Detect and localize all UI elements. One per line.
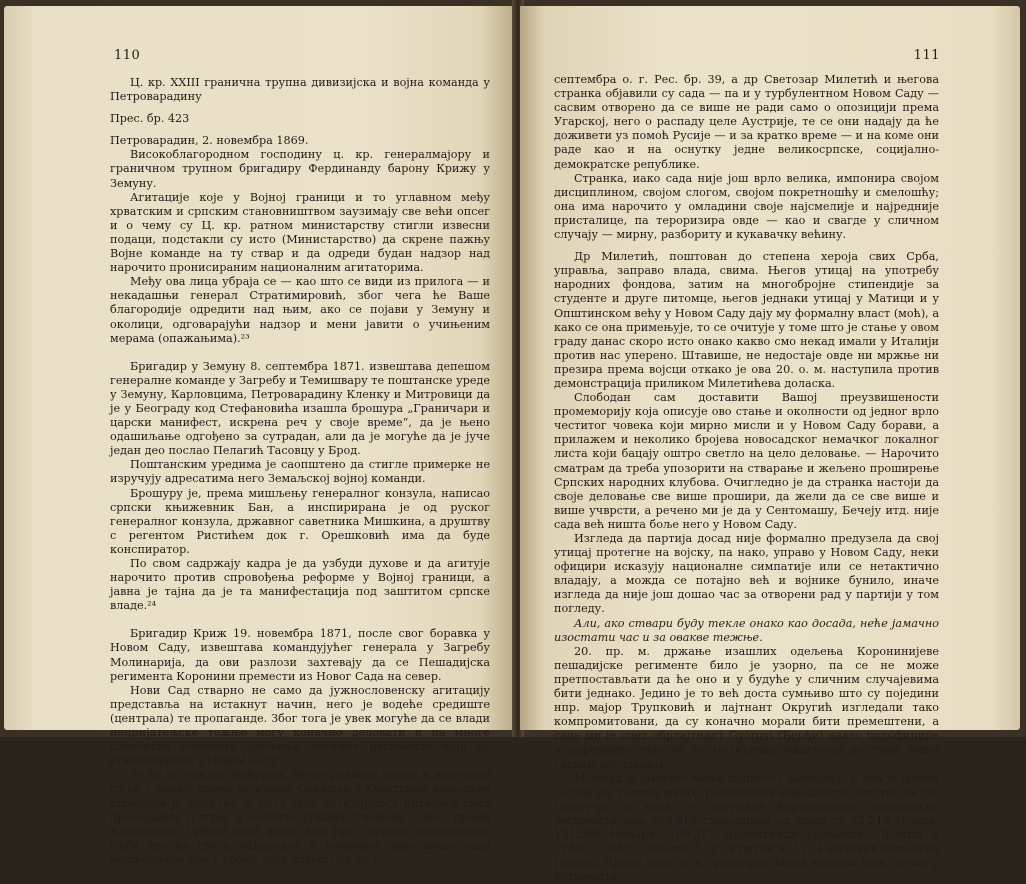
paragraph: Брошуру је, према мишљењу генералног конзула, написао српски књижевник Бан, а инспирирана је од руског генералног конзула, државног саветника Мишкина, а друштву с регентом Ристићем док г. Орешковић има да буде конспиратор.: [110, 486, 490, 556]
paragraph: септембра о. г. Рес. бр. 39, а др Светозар Милетић и његова странка објавили су сада — па и у турбулентном Новом Саду — сасвим отворено да се више не ради само о опозицији према Угарској, него о распаду целе Аустрије, те се они надају да ће доживети уз помоћ Русије — и за кратко време — и на коме они раде као и на оснутку једне великосрпске, социјално-демократске републике.: [554, 73, 939, 171]
paragraph: Момчад је јамачно мање подлегла завођењу, и већ је њезин састав од толико много различитих народности јемство за то. Подручје са кога се попуњава Коронинијева пешадијска регимента има 353.616 становника од којих су 73.215 Немци, 134.398 Мађари, 109.317 Далматинци (Буњевци), Шокци и Срби, 21.665 Словаци, 7.727 Румуни и 7.274 њихових немачких Јевреја. Према томе је и сразмерна квота војника који служе у Регименти.: [554, 771, 939, 884]
left-page-text: [110, 76, 490, 867]
right-page-number: 111: [913, 48, 940, 63]
left-page-number: 110: [114, 48, 141, 63]
paragraph: По свом садржају кадра је да узбуди духове и да агитује нарочито против спровођења реформе у Војној граници, а јавна је тајна да је та манифестација под заштитом српске владе.²⁴: [110, 557, 490, 613]
paragraph: Прес. бр. 423: [110, 112, 190, 126]
paragraph: Поштанским уредима је саопштено да стигле примерке не изручују адресатима него Земаљској војној команди.: [110, 458, 490, 486]
paragraph: Бригадир у Земуну 8. септембра 1871. извештава депешом генералне команде у Загребу и Темишвару те поштанске уреде у Земуну, Карловцима, Петроварадину Кленку и Митровици да је у Београду код Стефановића изашла брошура „Граничари и царски манифест, искрена реч у своје време“, да је њено одашиљање одгођено за сутрадан, али да је могуће да је јуче један део послао Пелагић Тасовцу у Брод.: [110, 359, 490, 458]
right-page-text: [554, 73, 939, 884]
paragraph: Међу ова лица убраја се — као што се види из прилога — и некадашњи генерал Стратимировић, због чега ће Ваше благородије одредити над њим, ако се појави у Земуну и околици, одговарајући надзор и мени јавити о учињеним мерама (опажањима).²³: [110, 275, 490, 345]
paragraph: Изгледа да партија досад није формално предузела да свој утицај протегне на војску, па нако, управо у Новом Саду, неки официри исказују националне симпатије или се нетактично владају, а можда се потајно већ и војнике бунило, иначе изгледа да није још дошао час за отворени рад у партији у том погледу.: [554, 532, 939, 616]
paragraph: Високоблагородном господину ц. кр. генералмајору и граничном трупном бригадиру Фердинанду барону Крижу у Земуну.: [110, 148, 490, 190]
paragraph: Али, ако ствари буду текле онако као досада, неће јамачно изостати час и за овакве тежње.: [554, 616, 939, 644]
paragraph: Бригадир Криж 19. новембра 1871, после свог боравка у Новом Саду, извештава командујућег генерала у Загребу Молинарија, да ови разлози захтевају да се Пешадијска регимента Коронини премести из Новог Сада на север.: [110, 627, 490, 683]
paragraph: Те су се тежње, међутим, битно развиле отпре и нарочито су се у новије време појачале. Сарадња с Хрватском народном странком је одлична, а исто тако солидарност интереса свих претераних (ултра) и особито Јужних Славена; однос према Кнежевини Србији није више као пре, мржња новосадских Срба против свега мађарског и немачког није више тако нешкодљива као у време кога извештаја од 1.: [110, 768, 490, 866]
paragraph: Странка, иако сада није још врло велика, импонира својом дисциплином, својом слогом, својом покретношћу и смелошћу; она има нарочито у омладини своје најсмелије и најредније присталице, па тероризира овде — као и свагде у сличном случају — мирну, разбориту и кукавачку већину.: [554, 171, 939, 242]
paragraph: Др Милетић, поштован до степена хероја свих Срба, управља, заправо влада, свима. Његов утицај на употребу народних фондова, затим на многобројне стипендије за студенте и друге питомце, његов једнаки утицај у Матици и у Општинском већу у Новом Саду дају му формалну власт (моћ), а како се она примењује, то се очитује у томе што је стање у овом граду данас скоро исто онако какво смо некад имали у Италији против нас уперено. Штавише, не недостаје овде ни мржње ни презира према војсци откако је ова 20. о. м. наступила против демонстрација приликом Милетићева доласка.: [554, 250, 939, 390]
paragraph: 20. пр. м. држање изашлих одељења Коронинијеве пешадијске регименте било је узорно, па се не може претпостављати да ће оно и у будуће у сличним случајевима бити једнако. Једино је то већ доста сумњиво што су поједини нпр. мајор Трупковић и лајтнант Округић изгледали тако компромитовани, да су коначно морали бити премештени, а сада ми је опет обрлајтнант Györgyi (Ђерђи) навео подофицире и нареднике чије му се политичко мишљење не чини више сасвим поузданим.: [554, 644, 939, 771]
paragraph: Нови Сад стварно не само да јужнословенску агитацију представља на истакнут начин, него је водеће средиште (централа) те пропаганде. Због тога је увек могуће да се влади непријатељске тежње могу коначно деловати и на многе словенске елементе одељења дотичне регименте која су стационирана у Новом Саду.: [110, 683, 490, 768]
paragraph: Ц. кр. XXIII гранична трупна дивизијска и војна команда у Петроварадину: [110, 76, 490, 104]
left-page: [4, 6, 516, 866]
paragraph: Агитације које у Војној граници и то углавном међу хрватским и српским становништвом заузимају све већи опсег и о чему су Ц. кр. ратном министарству стигли извесни подаци, подстакли су исто (Министарство) да скрене пажњу Војне команде на ту ствар и да одреди будан надзор над нарочито пронисираним националним агитаторима.: [110, 190, 490, 275]
paragraph: Слободан сам доставити Вашој преузвишености промеморију која описује ово стање и околности од једног врло честитог човека који мирно мисли и у Новом Саду борави, а прилажем и неколико бројева новосадског немачког локалног листа који бацају оштро светло на цело деловање. — Нарочито сматрам да треба упозорити на стварање и жељено проширење Српских народних клубова. Очигледно је да странка настоји да своје деловање све више прошири, да жели да се све више и више учврсти, а речено ми је да у Сентомашу, Бечеју итд. није сада већ ништа боље него у Новом Саду.: [554, 391, 939, 531]
right-page: [520, 6, 1020, 884]
paragraph: Петроварадин, 2. новембра 1869.: [110, 134, 309, 148]
